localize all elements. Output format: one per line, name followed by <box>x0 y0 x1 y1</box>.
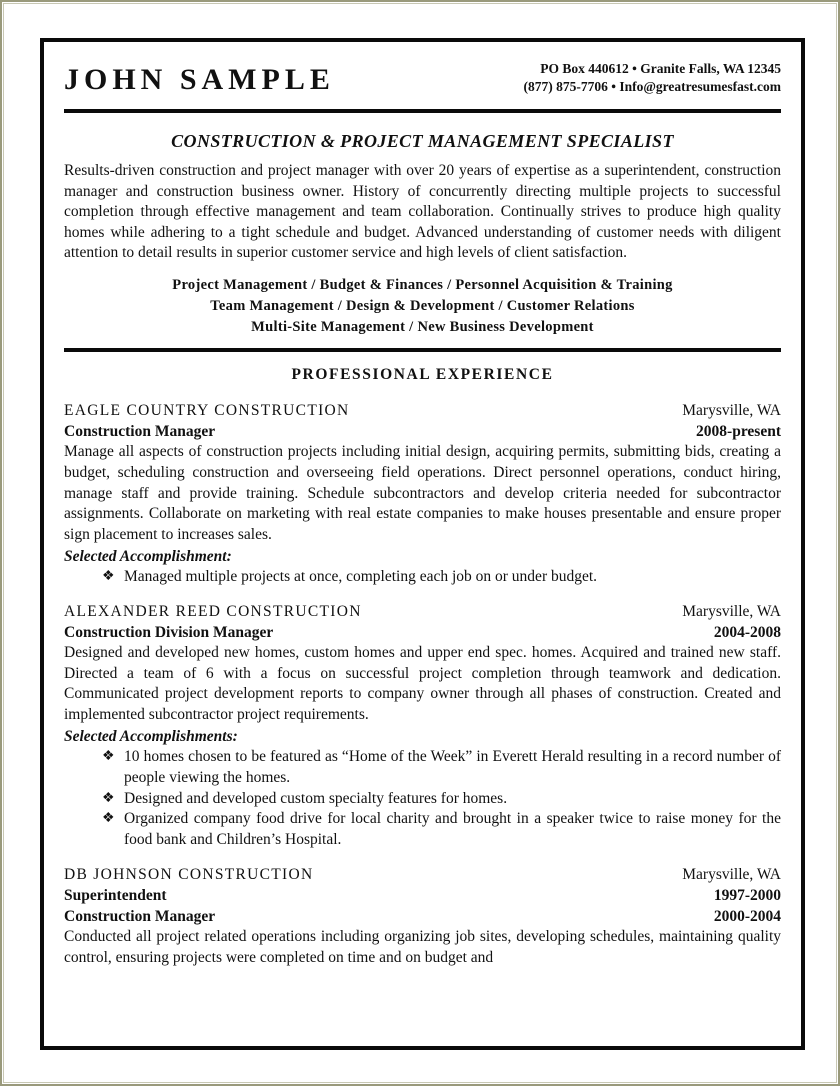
resume-content <box>44 42 801 969</box>
job-description: Manage all aspects of construction projects including initial design, acquiring permits, submitting bids, creating a budget, scheduling construction and overseeing field operations. Direct personnel operations, conduct hiring, manage staff and provide training. Schedule subcontractors and develop criteria needed for subcontractor assignments. Collaborate on marketing with real estate companies to make houses presentable and ensure proper sign placement to increases sales. <box>64 442 781 544</box>
company-row <box>64 864 781 885</box>
job-eagle-country-construction <box>64 400 781 588</box>
list-item <box>64 789 781 810</box>
skills-line: Team Management / Design & Development / Customer Relations <box>210 297 635 314</box>
header-divider <box>64 109 781 113</box>
accomplishment-text: Designed and developed custom specialty features for homes. <box>124 789 508 807</box>
company-location: Marysville, WA <box>682 865 781 883</box>
skills-line: Project Management / Budget & Finances / Personnel Acquisition & Training <box>172 276 673 293</box>
job-dates: 2000-2004 <box>713 907 781 925</box>
company-row <box>64 601 781 622</box>
company-name: DB JOHNSON CONSTRUCTION <box>64 865 314 883</box>
list-item <box>64 809 781 851</box>
accomplishment-text: 10 homes chosen to be featured as “Home of the Week” in Everett Herald resulting in a record number of people viewing the homes. <box>124 747 781 786</box>
accomplishment-text: Organized company food drive for local charity and brought in a speaker twice to raise money for the food bank and Children’s Hospital. <box>124 810 781 849</box>
job-title: Construction Manager <box>64 907 216 925</box>
skills-list <box>64 275 781 338</box>
diamond-bullet-icon: ❖ <box>102 811 115 827</box>
section-divider <box>64 348 781 352</box>
title-row <box>64 906 781 927</box>
job-description: Conducted all project related operations including organizing job sites, developing schedules, maintaining quality control, ensuring projects were completed on time and on budget and <box>64 927 781 966</box>
company-name: EAGLE COUNTRY CONSTRUCTION <box>64 401 350 419</box>
job-dates: 1997-2000 <box>713 886 781 904</box>
job-description: Designed and developed new homes, custom homes and upper end spec. homes. Acquired and trained new staff. Directed a team of 6 with a focus on successful project completion through teamwork and dedication. Communicated project development reports to company owner through all phases of construction. Created and implemented subcontractor project requirements. <box>64 643 781 724</box>
accomplishments-list <box>64 567 781 588</box>
resume-border-frame <box>40 38 805 1050</box>
accomplishments-label: Selected Accomplishment: <box>64 547 232 565</box>
job-alexander-reed-construction <box>64 601 781 851</box>
job-dates: 2008-present <box>696 422 781 440</box>
resume-headline: CONSTRUCTION & PROJECT MANAGEMENT SPECIALIST <box>171 131 674 151</box>
diamond-bullet-icon: ❖ <box>102 748 115 764</box>
candidate-name: JOHN SAMPLE <box>64 63 335 96</box>
job-title: Superintendent <box>64 886 167 904</box>
contact-address: PO Box 440612 • Granite Falls, WA 12345 <box>540 61 781 76</box>
contact-phone-email: (877) 875-7706 • Info@greatresumesfast.com <box>523 78 781 94</box>
accomplishments-label: Selected Accomplishments: <box>64 727 238 745</box>
company-name: ALEXANDER REED CONSTRUCTION <box>64 602 362 620</box>
list-item <box>64 567 781 588</box>
title-row <box>64 885 781 906</box>
job-title: Construction Division Manager <box>64 623 274 641</box>
job-db-johnson-construction <box>64 864 781 969</box>
title-row <box>64 622 781 643</box>
job-dates: 2004-2008 <box>713 623 781 641</box>
diamond-bullet-icon: ❖ <box>102 790 115 806</box>
header <box>64 58 781 100</box>
list-item <box>64 747 781 789</box>
experience-section-heading: PROFESSIONAL EXPERIENCE <box>291 365 554 383</box>
job-title: Construction Manager <box>64 422 216 440</box>
company-row <box>64 400 781 421</box>
diamond-bullet-icon: ❖ <box>102 568 115 584</box>
company-location: Marysville, WA <box>682 602 781 620</box>
accomplishments-list <box>64 747 781 851</box>
contact-info <box>524 60 782 95</box>
summary-paragraph: Results-driven construction and project manager with over 20 years of expertise as a superintendent, construction manager and construction business owner. History of concurrently directing multiple projects to successful completion through effective management and team collaboration. Continually strives to produce high quality homes while adhering to a tight schedule and budget. Advanced understanding of customer needs with diligent attention to detail results in superior customer service and high levels of client satisfaction. <box>64 162 781 262</box>
skills-line: Multi-Site Management / New Business Development <box>251 318 594 335</box>
accomplishment-text: Managed multiple projects at once, completing each job on or under budget. <box>124 567 598 585</box>
title-row <box>64 421 781 442</box>
company-location: Marysville, WA <box>682 401 781 419</box>
